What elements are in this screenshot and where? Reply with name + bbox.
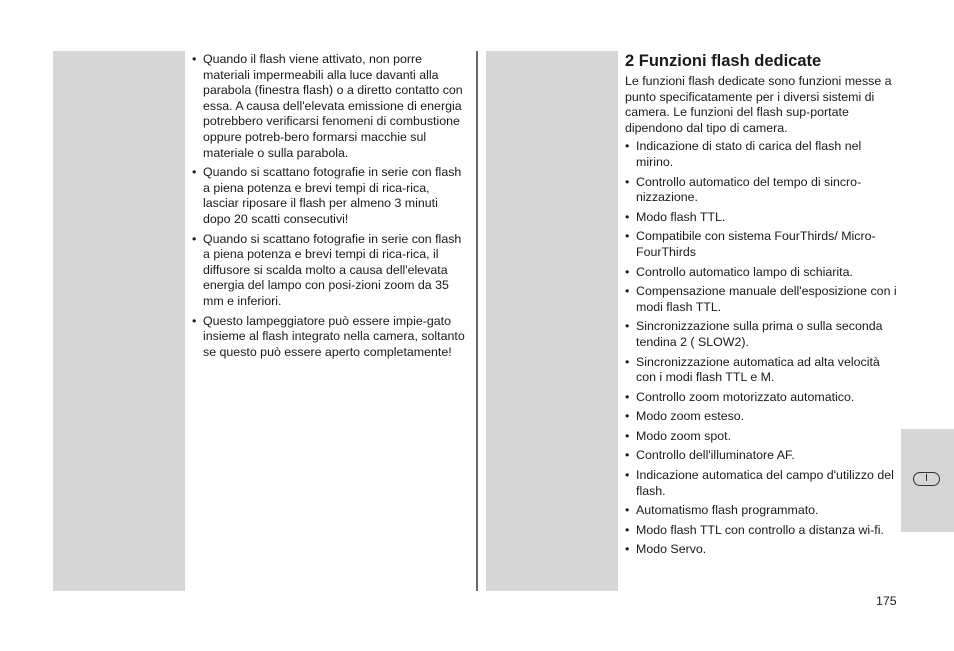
list-item: • Sincronizzazione sulla prima o sulla seconda tendina 2 ( SLOW2).	[625, 319, 897, 350]
list-item: • Modo zoom spot.	[625, 429, 897, 445]
safety-notes-list	[192, 52, 468, 360]
list-item: • Modo zoom esteso.	[625, 409, 897, 425]
section-title: 2 Funzioni flash dedicate	[625, 52, 822, 70]
language-badge: I	[913, 472, 940, 486]
list-item: • Indicazione automatica del campo d'utilizzo del flash.	[625, 468, 897, 499]
language-tab	[901, 429, 954, 532]
section-intro: Le funzioni flash dedicate sono funzioni messe a punto specificatamente per i diversi sistemi di camera. Le funzioni del flash sup-portate dipendono dal tipo di camera.	[625, 74, 892, 135]
list-item: • Controllo dell'illuminatore AF.	[625, 448, 897, 464]
feature-list	[625, 139, 897, 558]
list-item: • Quando il flash viene attivato, non porre materiali impermeabili alla luce davanti alla parabola (finestra flash) o a diretto contatto con essa. A causa dell'elevata emissione di energia potrebbero verificarsi fenomeni di combustione oppure potreb-bero formarsi macchie sul materiale o sulla parabola.	[192, 52, 468, 161]
list-item: • Controllo zoom motorizzato automatico.	[625, 390, 897, 406]
list-item: • Quando si scattano fotografie in serie con flash a piena potenza e brevi tempi di rica-rica, lasciar riposare il flash per almeno 3 minuti dopo 20 scatti consecutivi!	[192, 165, 468, 227]
list-item: • Compatibile con sistema FourThirds/ Micro-FourThirds	[625, 229, 897, 260]
right-text-column	[625, 52, 897, 562]
list-item: • Indicazione di stato di carica del flash nel mirino.	[625, 139, 897, 170]
page-number: 175	[876, 594, 897, 608]
list-item: • Modo flash TTL con controllo a distanza wi-fi.	[625, 523, 897, 539]
list-item: • Controllo automatico del tempo di sincro-nizzazione.	[625, 175, 897, 206]
page-divider	[476, 51, 478, 591]
list-item: • Compensazione manuale dell'esposizione con i modi flash TTL.	[625, 284, 897, 315]
list-item: • Modo Servo.	[625, 542, 897, 558]
list-item: • Sincronizzazione automatica ad alta velocità con i modi flash TTL e M.	[625, 355, 897, 386]
list-item: • Controllo automatico lampo di schiarita.	[625, 265, 897, 281]
right-margin-band	[486, 51, 618, 591]
list-item: • Quando si scattano fotografie in serie con flash a piena potenza e brevi tempi di rica-rica, il diffusore si scalda molto a causa dell'elevata energia del lampo con posi-zioni zoom da 35 mm e inferiori.	[192, 232, 468, 310]
list-item: • Automatismo flash programmato.	[625, 503, 897, 519]
list-item: • Modo flash TTL.	[625, 210, 897, 226]
left-text-column	[192, 52, 468, 364]
left-margin-band	[53, 51, 185, 591]
list-item: • Questo lampeggiatore può essere impie-gato insieme al flash integrato nella camera, soltanto se questo può essere aperto completamente!	[192, 314, 468, 361]
